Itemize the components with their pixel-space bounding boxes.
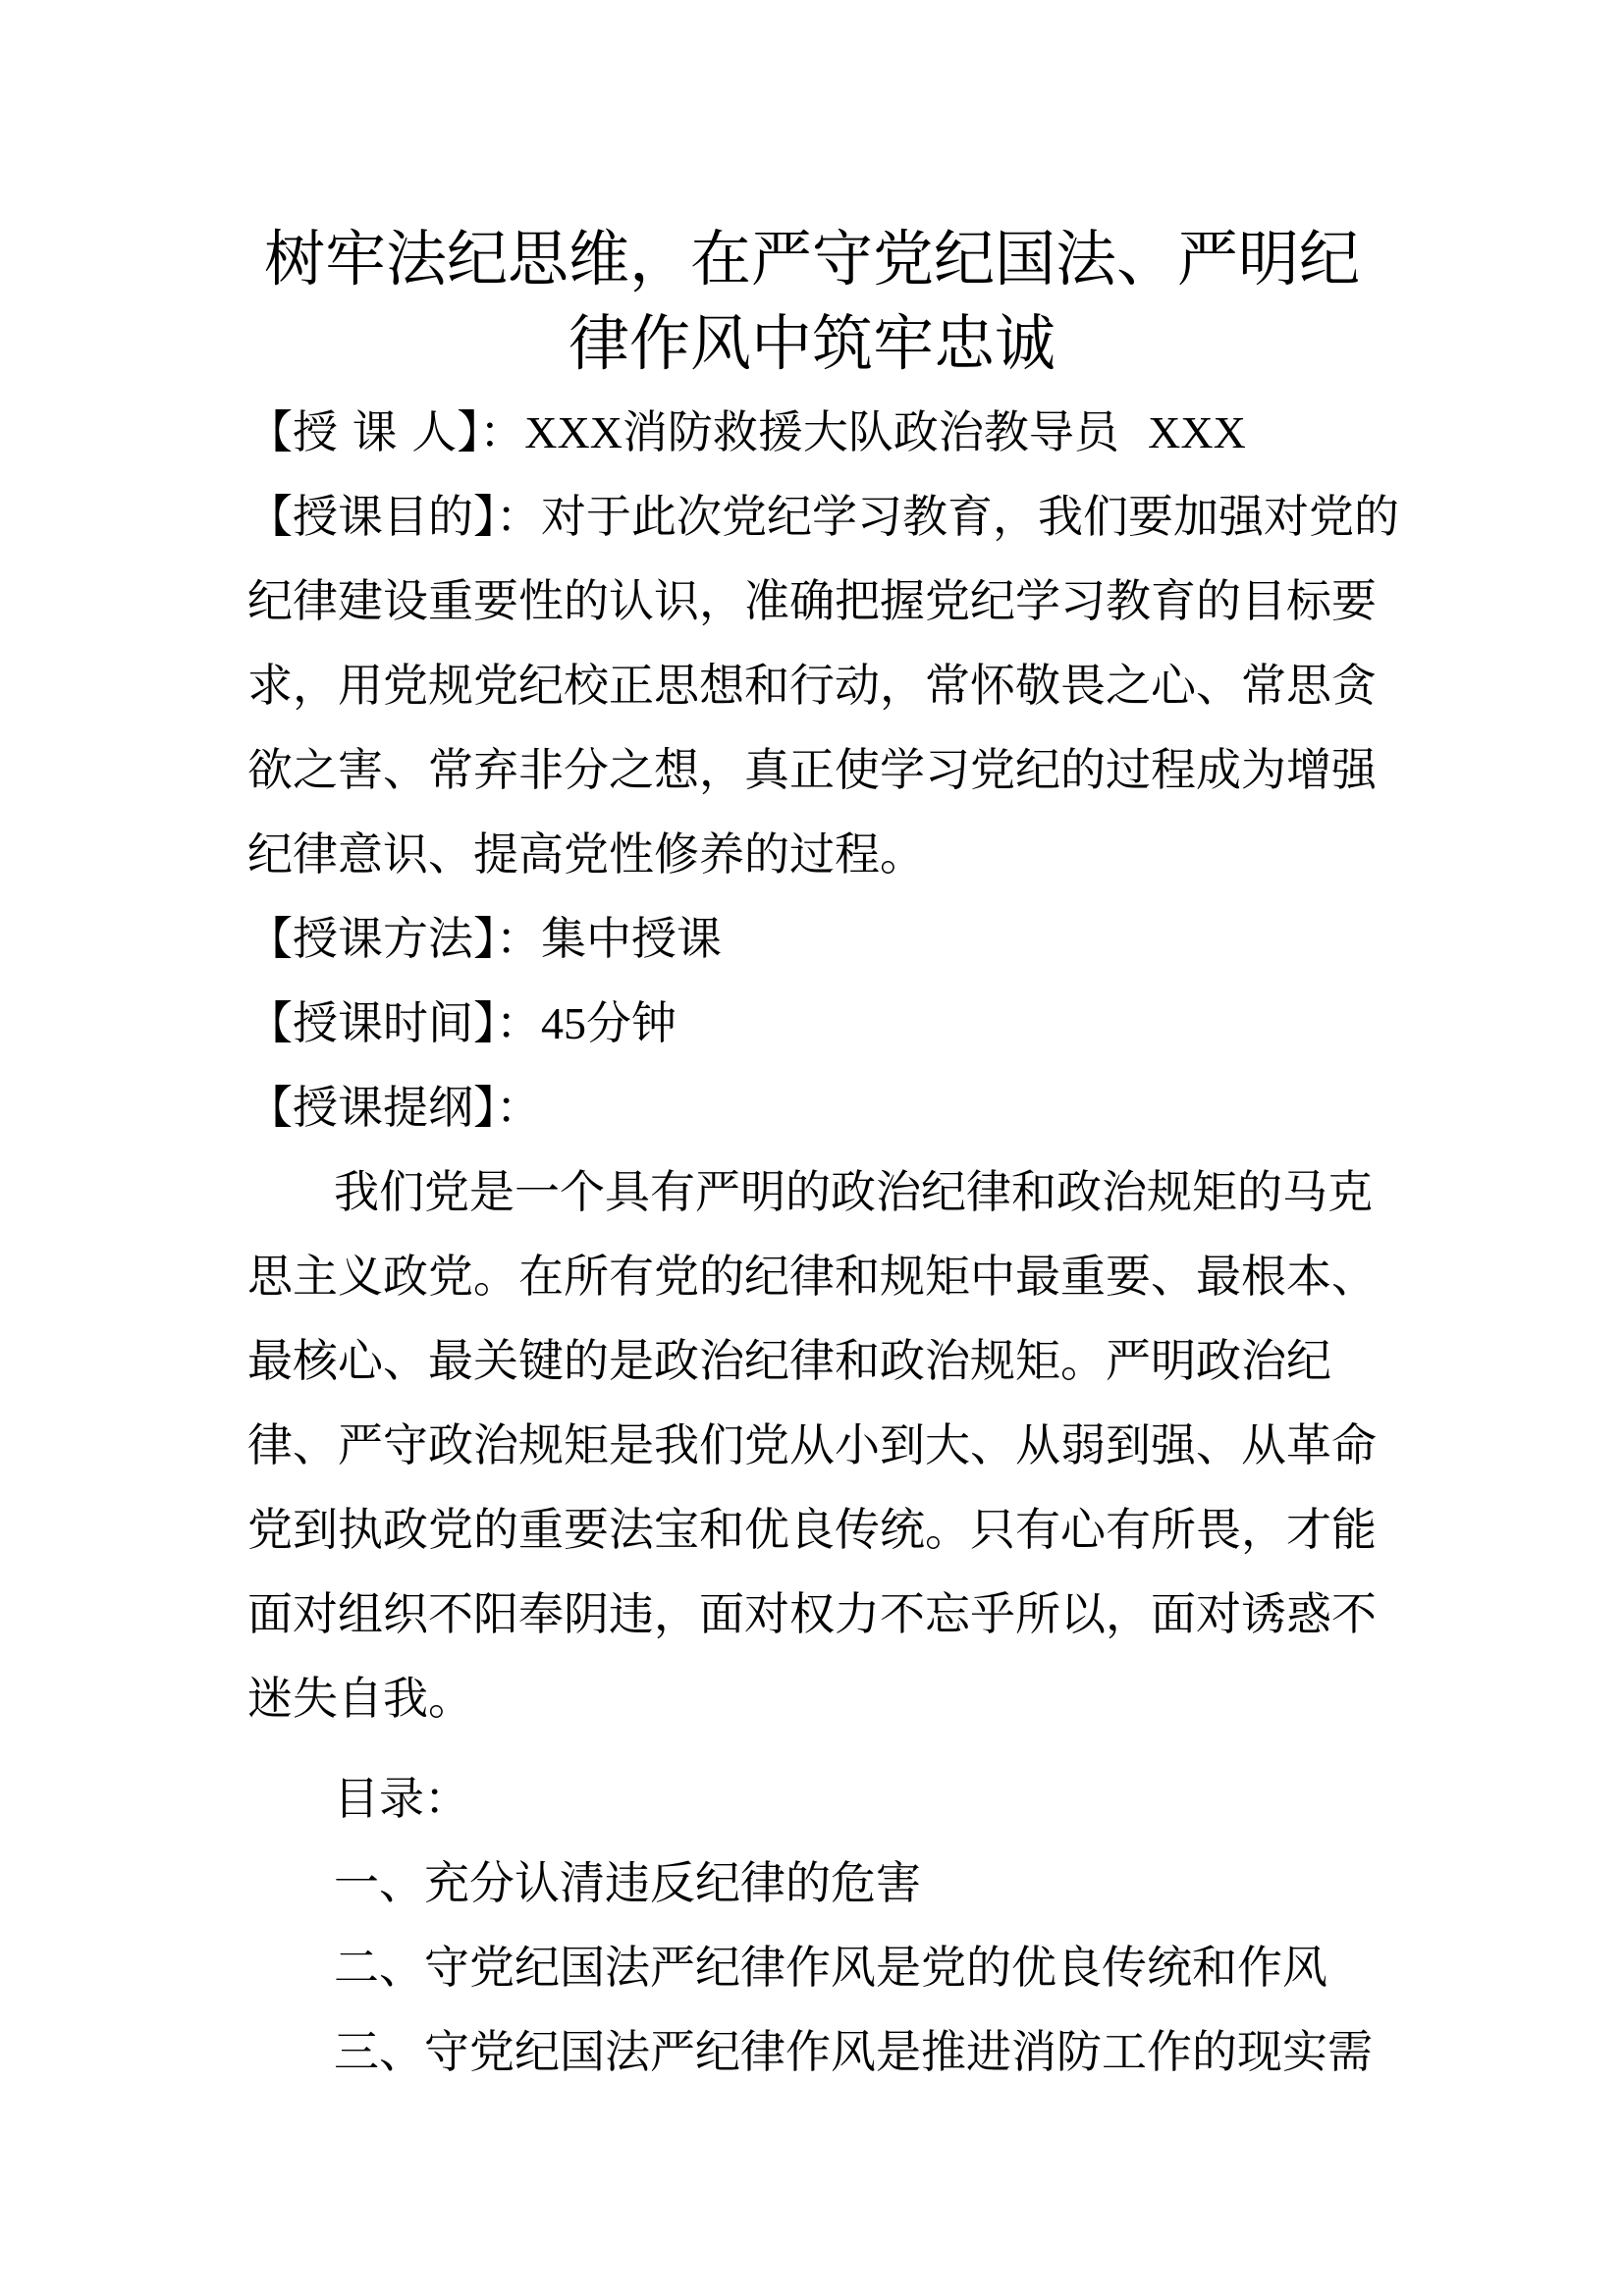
time-number: 45 <box>541 998 586 1048</box>
purpose-line: 纪律建设重要性的认识，准确把握党纪学习教育的目标要 <box>247 574 1377 627</box>
document-title-line-1: 树牢法纪思维，在严守党纪国法、严明纪 <box>263 223 1360 294</box>
body-paragraph-line: 思主义政党。在所有党的纪律和规矩中最重要、最根本、 <box>247 1250 1377 1303</box>
body-paragraph-line: 律、严守政治规矩是我们党从小到大、从弱到强、从革命 <box>247 1418 1377 1471</box>
time-label: 【授课时间】： <box>247 996 541 1049</box>
lecturer-label: 【授 课 人】： <box>247 405 525 458</box>
lecturer-name: XXX <box>1148 407 1246 457</box>
lecturer-position: 消防救援大队政治教导员 <box>622 405 1119 458</box>
toc-item: 一、充分认清违反纪律的危害 <box>334 1856 921 1909</box>
body-paragraph-line: 最核心、最关键的是政治纪律和政治规矩。严明政治纪 <box>247 1334 1331 1387</box>
body-paragraph-line: 党到执政党的重要法宝和优良传统。只有心有所畏，才能 <box>247 1503 1377 1556</box>
time-unit: 分钟 <box>586 996 677 1049</box>
purpose-line: 欲之害、常弃非分之想，真正使学习党纪的过程成为增强 <box>247 743 1377 796</box>
purpose-line: 【授课目的】：对于此次党纪学习教育，我们要加强对党的 <box>247 490 1399 543</box>
body-paragraph-line: 面对组织不阳奉阴违，面对权力不忘乎所以，面对诱惑不 <box>247 1587 1377 1640</box>
document-title-line-2: 律作风中筑牢忠诚 <box>568 307 1056 379</box>
toc-label: 目录： <box>334 1772 469 1825</box>
toc-item: 二、守党纪国法严纪律作风是党的优良传统和作风 <box>334 1941 1327 1994</box>
lecturer-unit-prefix: XXX <box>524 407 623 457</box>
body-paragraph-line: 我们党是一个具有严明的政治纪律和政治规矩的马克 <box>334 1165 1373 1218</box>
purpose-line: 求，用党规党纪校正思想和行动，常怀敬畏之心、常思贪 <box>247 659 1377 712</box>
purpose-line: 纪律意识、提高党性修养的过程。 <box>247 828 925 881</box>
lecturer-line <box>247 402 1246 462</box>
toc-item: 三、守党纪国法严纪律作风是推进消防工作的现实需 <box>334 2025 1373 2078</box>
method-line: 【授课方法】：集中授课 <box>247 912 722 965</box>
time-line <box>247 993 677 1053</box>
body-paragraph-line: 迷失自我。 <box>247 1672 473 1725</box>
outline-label: 【授课提纲】： <box>247 1081 541 1134</box>
